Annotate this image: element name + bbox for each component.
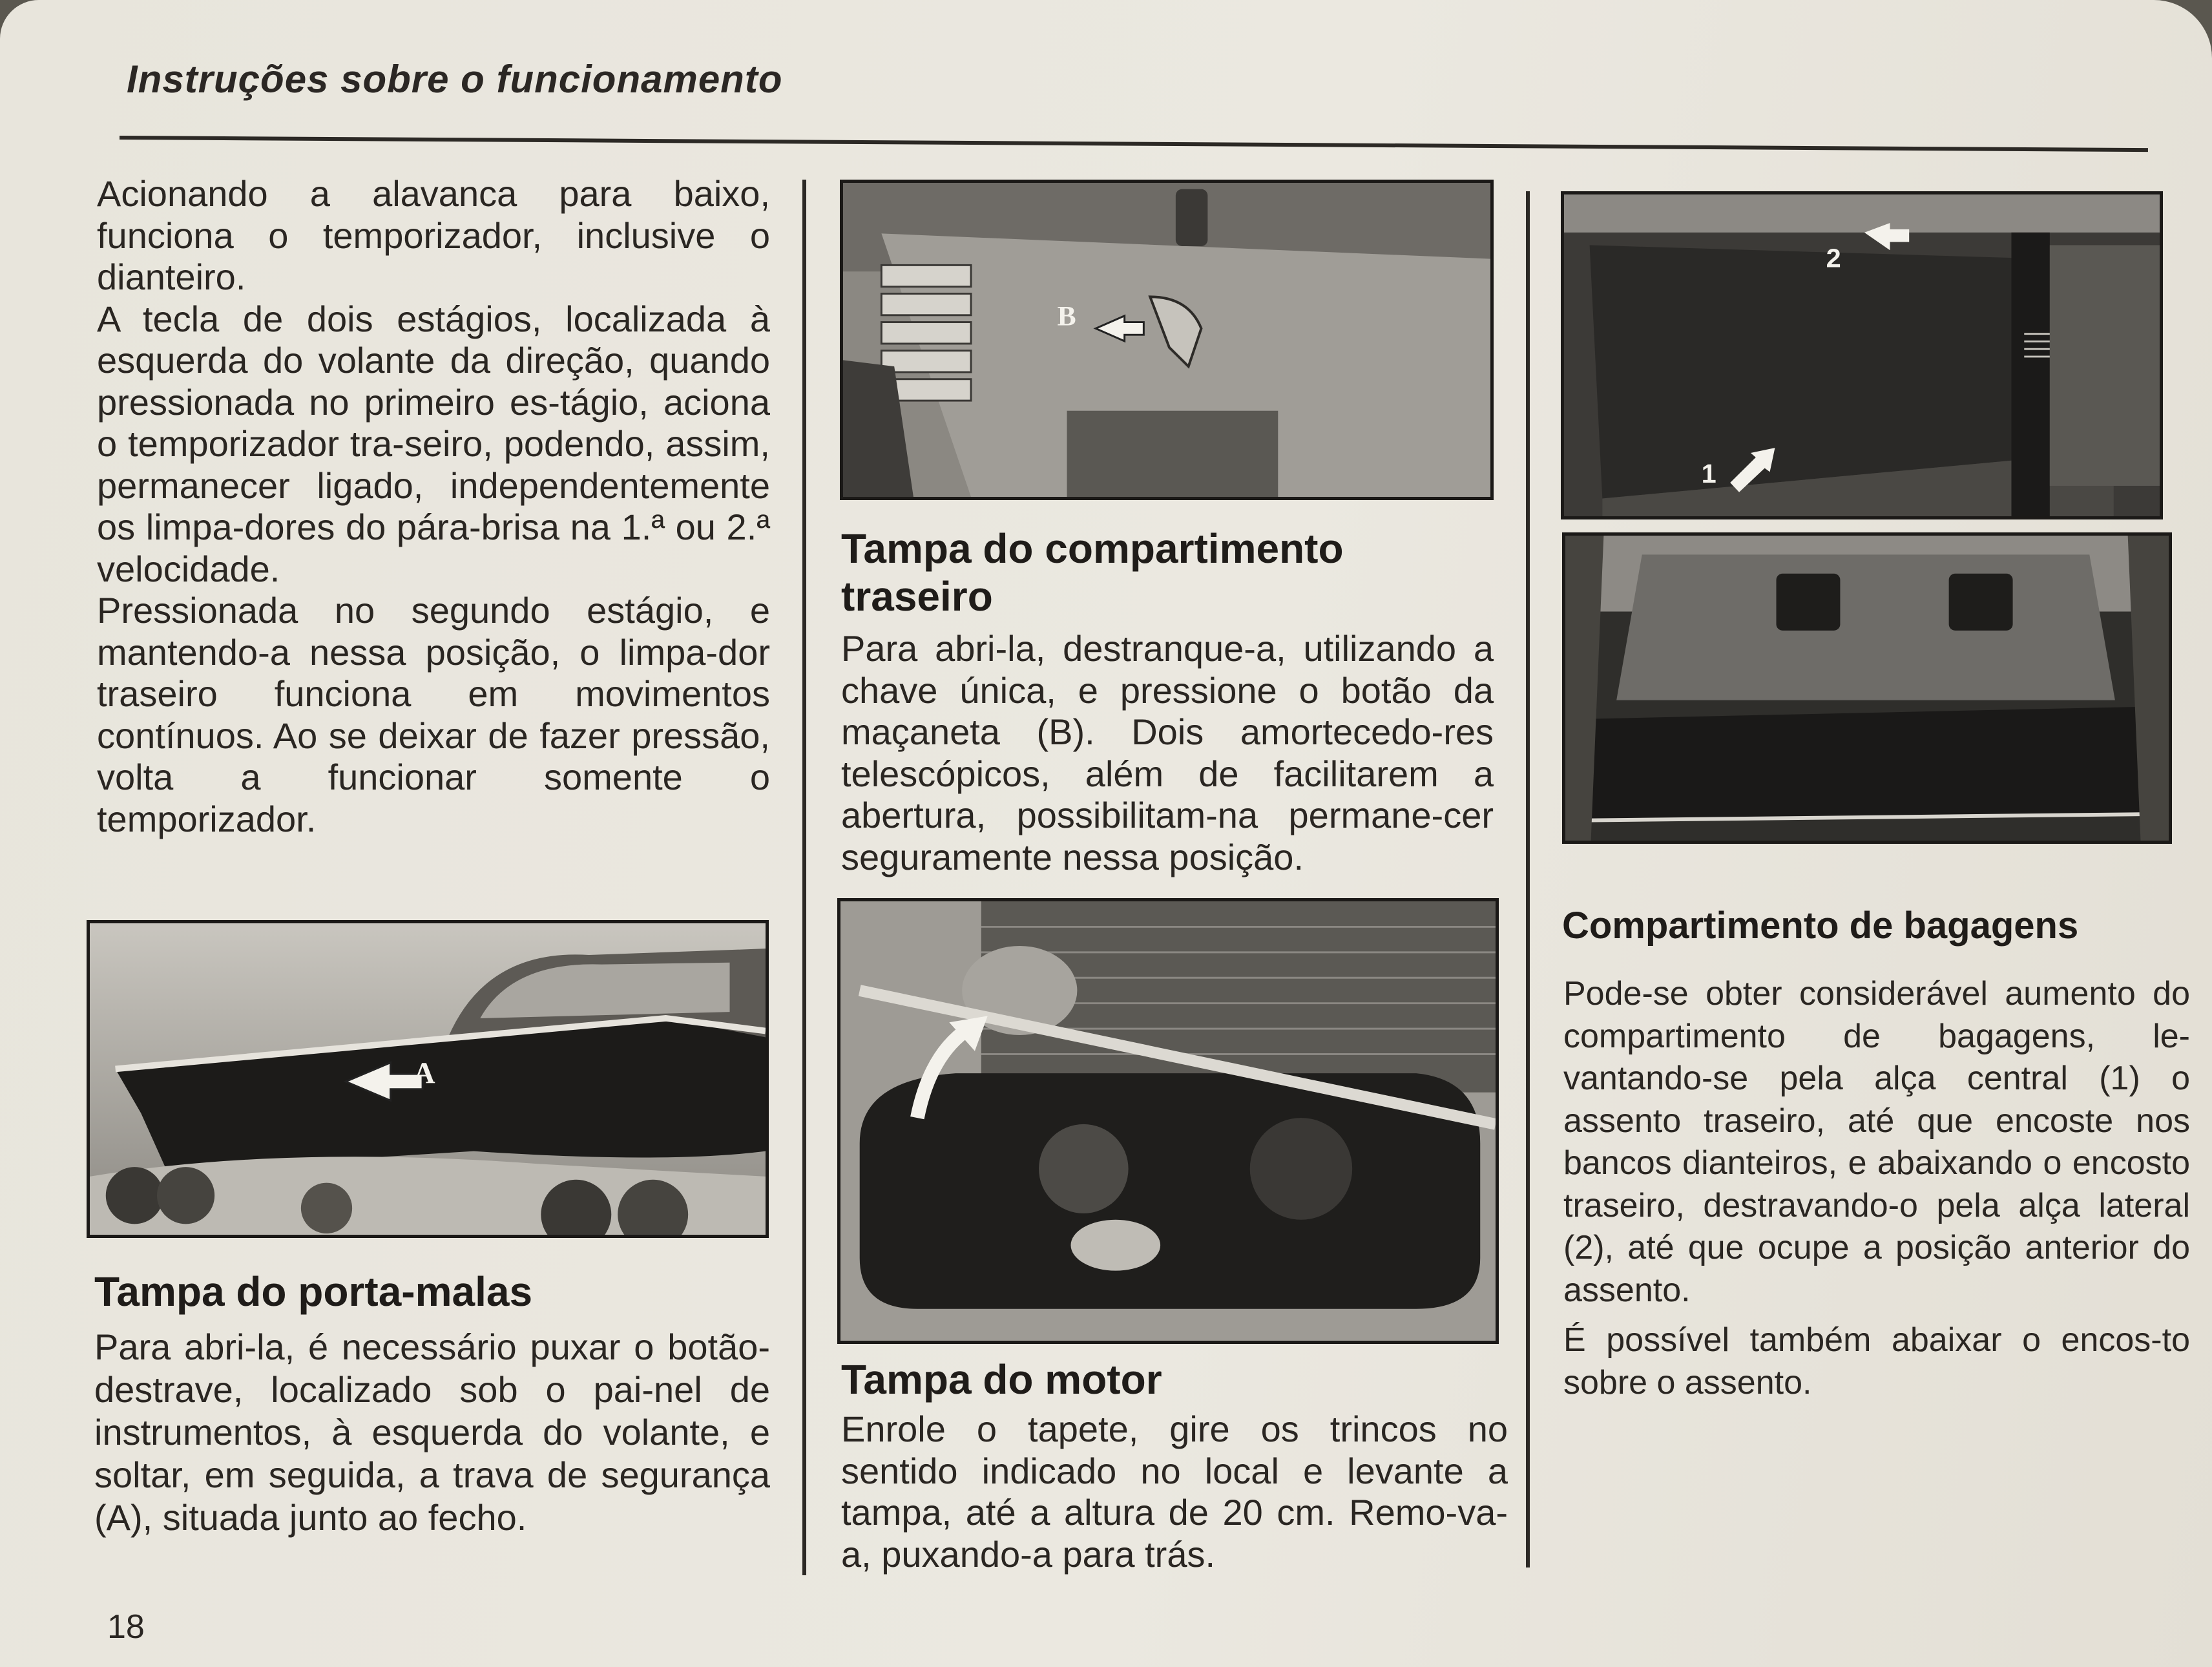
photo-label-1: 1	[1701, 459, 1716, 489]
page-header: Instruções sobre o funcionamento	[127, 58, 783, 101]
section-text-luggage	[1563, 973, 2190, 1404]
section-title-trunk: Tampa do porta-malas	[94, 1268, 533, 1315]
column-divider-left	[802, 180, 806, 1575]
section-title-luggage: Compartimento de bagagens	[1562, 905, 2079, 947]
page-number: 18	[107, 1608, 145, 1646]
rear-compartment-photo	[840, 180, 1494, 500]
header-rule	[120, 136, 2148, 152]
photo-label-a: A	[413, 1056, 435, 1090]
paragraph: Pode-se obter considerável aumento do compartimento de bagagens, le-vantando-se pela alça central (1) o assento traseiro, até que encoste nos bancos dianteiros, e abaixando o encosto traseiro, destravando-o pela alça lateral (2), até que ocupe a posição anterior do assento.	[1563, 975, 2190, 1309]
wiper-instructions	[97, 173, 770, 840]
section-text-trunk: Para abri-la, é necessário puxar o botão-destrave, localizado sob o pai-nel de instrumentos, à esquerda do volante, e soltar, em seguida, a trava de segurança (A), situada junto ao fecho.	[94, 1326, 770, 1538]
photo-label-b: B	[1057, 300, 1076, 332]
section-text-engine: Enrole o tapete, gire os trincos no sentido indicado no local e levante a tampa, até a altura de 20 cm. Remo-va-a, puxando-a para trás.	[841, 1409, 1508, 1575]
rear-seat-photo	[1561, 191, 2163, 519]
photo-label-2: 2	[1826, 243, 1841, 273]
paragraph: Acionando a alavanca para baixo, funciona o temporizador, inclusive o dianteiro.	[97, 173, 770, 297]
section-text-rear-compartment: Para abri-la, destranque-a, utilizando a chave única, e pressione o botão da maçaneta (B). Dois amortecedo-res telescópicos, além de facilitarem a abertura, possibilitam-na permane-cer seguramente nessa posição.	[841, 628, 1494, 877]
section-title-engine: Tampa do motor	[841, 1356, 1162, 1403]
luggage-compartment-photo	[1562, 532, 2172, 844]
trunk-lid-photo	[87, 920, 769, 1238]
paragraph: É possível também abaixar o encos-to sobre o assento.	[1563, 1321, 2190, 1401]
column-divider-right	[1526, 191, 1530, 1567]
section-title-rear-compartment: Tampa do compartimento traseiro	[841, 525, 1344, 620]
paragraph: Pressionada no segundo estágio, e mantendo-a nessa posição, o limpa-dor traseiro funciona em movimentos contínuos. Ao se deixar de fazer pressão, volta a funcionar somente o temporizador.	[97, 590, 770, 839]
paragraph: A tecla de dois estágios, localizada à esquerda do volante da direção, quando pressionada no primeiro es-tágio, aciona o temporizador tra-seiro, podendo, assim, permanecer ligado, independentemente os limpa-dores do pára-brisa na 1.ª ou 2.ª velocidade.	[97, 298, 770, 589]
engine-lid-photo	[837, 898, 1499, 1344]
